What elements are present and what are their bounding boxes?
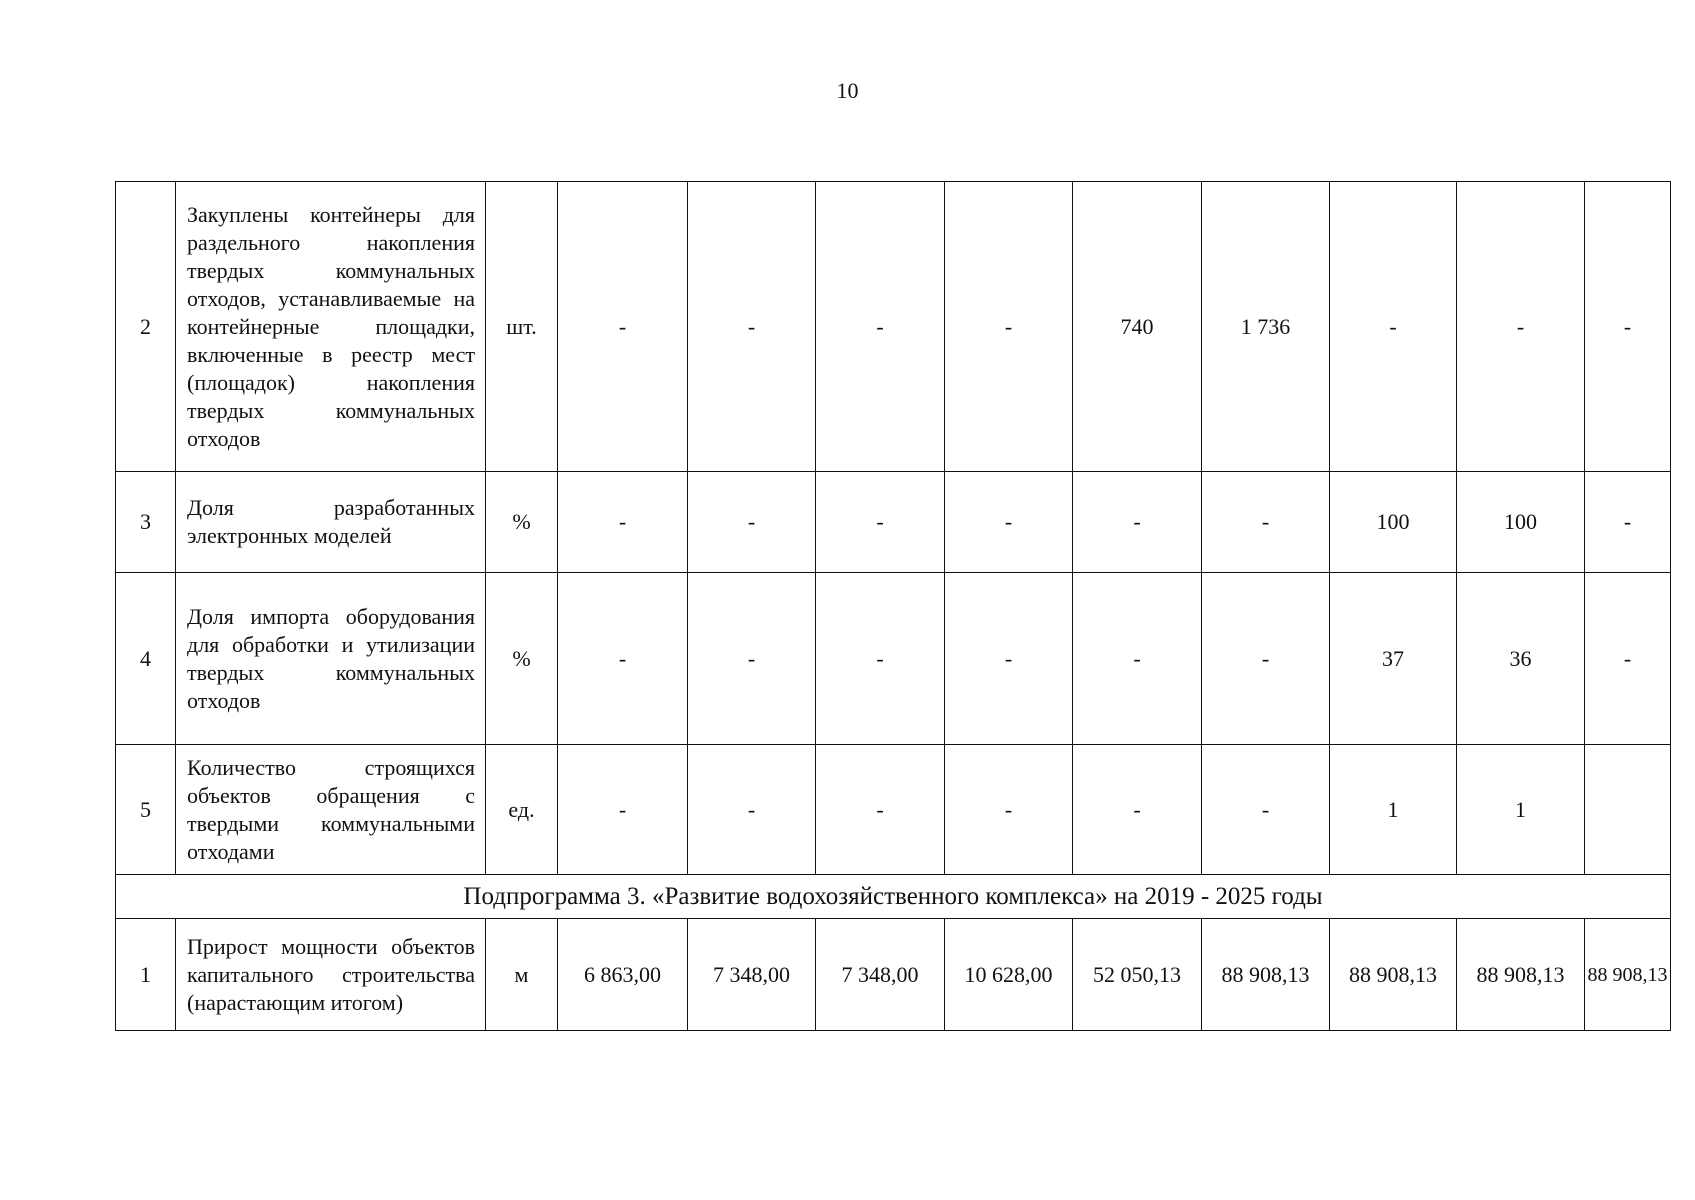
subprogram-title: Подпрограмма 3. «Развитие водохозяйственного комплекса» на 2019 - 2025 годы (116, 875, 1671, 919)
value-cell: 10 628,00 (945, 919, 1073, 1031)
indicator-name: Количество строящихся объектов обращения с твердыми коммунальными отходами (176, 745, 486, 875)
value-cell: - (1330, 182, 1457, 472)
value-cell: 100 (1457, 472, 1585, 573)
table-row (116, 573, 1671, 745)
value-cell: - (688, 573, 816, 745)
value-cell: 88 908,13 (1202, 919, 1330, 1031)
indicator-name: Прирост мощности объектов капитального строительства (нарастающим итогом) (176, 919, 486, 1031)
value-cell: - (688, 472, 816, 573)
value-cell: 1 736 (1202, 182, 1330, 472)
value-cell: - (1073, 745, 1202, 875)
unit-cell: шт. (486, 182, 558, 472)
value-cell: 88 908,13 (1585, 919, 1671, 1031)
value-cell: 100 (1330, 472, 1457, 573)
value-cell: 88 908,13 (1330, 919, 1457, 1031)
unit-cell: % (486, 573, 558, 745)
indicators-table (115, 181, 1671, 1031)
row-number: 5 (116, 745, 176, 875)
value-cell: - (558, 472, 688, 573)
indicator-name: Закуплены контейнеры для раздельного накопления твердых коммунальных отходов, устанавливаемые на контейнерные площадки, включенные в реестр мест (площадок) накопления твердых коммунальных отходов (176, 182, 486, 472)
value-cell: - (1202, 745, 1330, 875)
value-cell: - (558, 182, 688, 472)
value-cell: - (1073, 472, 1202, 573)
table-row (116, 919, 1671, 1031)
table-row (116, 182, 1671, 472)
value-cell: - (1585, 182, 1671, 472)
row-number: 2 (116, 182, 176, 472)
unit-cell: м (486, 919, 558, 1031)
unit-cell: ед. (486, 745, 558, 875)
row-number: 1 (116, 919, 176, 1031)
value-cell: 1 (1330, 745, 1457, 875)
value-cell: - (945, 573, 1073, 745)
value-cell: 37 (1330, 573, 1457, 745)
value-cell: - (816, 182, 945, 472)
value-cell: 7 348,00 (816, 919, 945, 1031)
value-cell: - (688, 182, 816, 472)
value-cell: - (816, 573, 945, 745)
page-number: 10 (836, 78, 859, 103)
value-cell: - (1202, 472, 1330, 573)
indicator-name: Доля разработанных электронных моделей (176, 472, 486, 573)
value-cell: - (1073, 573, 1202, 745)
value-cell (1585, 745, 1671, 875)
indicator-name: Доля импорта оборудования для обработки и утилизации твердых коммунальных отходов (176, 573, 486, 745)
value-cell: - (816, 472, 945, 573)
table-row (116, 745, 1671, 875)
value-cell: - (558, 573, 688, 745)
value-cell: - (1457, 182, 1585, 472)
value-cell: - (816, 745, 945, 875)
value-cell: - (558, 745, 688, 875)
table-row (116, 472, 1671, 573)
value-cell: 740 (1073, 182, 1202, 472)
value-cell: 36 (1457, 573, 1585, 745)
value-cell: - (1585, 472, 1671, 573)
value-cell: 7 348,00 (688, 919, 816, 1031)
value-cell: 1 (1457, 745, 1585, 875)
value-cell: - (945, 182, 1073, 472)
value-cell: 6 863,00 (558, 919, 688, 1031)
value-cell: 52 050,13 (1073, 919, 1202, 1031)
value-cell: 88 908,13 (1457, 919, 1585, 1031)
row-number: 4 (116, 573, 176, 745)
value-cell: - (945, 472, 1073, 573)
row-number: 3 (116, 472, 176, 573)
section-row (116, 875, 1671, 919)
value-cell: - (1585, 573, 1671, 745)
unit-cell: % (486, 472, 558, 573)
value-cell: - (1202, 573, 1330, 745)
value-cell: - (688, 745, 816, 875)
value-cell: - (945, 745, 1073, 875)
